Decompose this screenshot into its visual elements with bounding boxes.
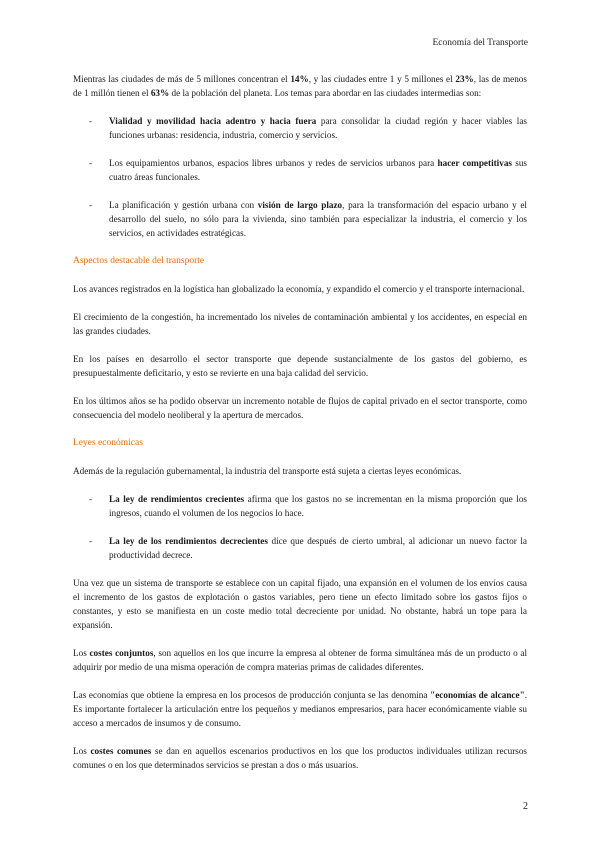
paragraph: Además de la regulación gubernamental, la industria del transporte está sujeta a ciertas leyes económicas. <box>73 466 462 476</box>
economic-laws-list <box>73 492 527 562</box>
joint-costs-paragraph: Los costes conjuntos, son aquellos en los que incurre la empresa al obtener de forma simultánea más de un producto o al adquirir por medio de una misma operación de compra materias primas de calidades diferentes. <box>73 648 528 672</box>
page-number: 2 <box>523 801 528 812</box>
intro-paragraph: Mientras las ciudades de más de 5 millones concentran el 14%, y las ciudades entre 1 y 5 millones el 23%, las de menos de 1 millón tienen el 63% de la población del planeta. Los temas para abordar en las ciudades intermedias son: <box>73 74 527 98</box>
list-item: - La planificación y gestión urbana con visión de largo plazo, para la transformación del espacio urbano y el desarrollo del suelo, no sólo para la vivienda, sino también para especializar la industria, el comercio y los servicios, en actividades estratégicas. <box>89 200 527 238</box>
paragraph: Una vez que un sistema de transporte se establece con un capital fijado, una expansión en el volumen de los envíos causa el incremento de los gastos de explotación o gastos variables, pero tiene un efecto limitado sobre los gastos fijos o constantes, y esto se manifiesta en un coste medio total decreciente por unidad. No obstante, habrá un tope para la expansión. <box>73 578 527 630</box>
running-header: Economía del Transporte <box>432 38 528 48</box>
page-body <box>73 72 527 786</box>
paragraph: En los países en desarrollo el sector transporte que depende sustancialmente de los gastos del gobierno, es presupuestalmente deficitario, y esto se revierte en una baja calidad del servicio. <box>73 354 527 378</box>
list-item: - Vialidad y movilidad hacia adentro y hacia fuera para consolidar la ciudad región y hacer viables las funciones urbanas: residencia, industria, comercio y servicios. <box>89 116 527 140</box>
paragraph: El crecimiento de la congestión, ha incrementado los niveles de contaminación ambiental y los accidentes, en especial en las grandes ciudades. <box>73 312 527 336</box>
paragraph: Los avances registrados en la logística han globalizado la economía, y expandido el comercio y el transporte internacional. <box>73 284 525 294</box>
list-item: - La ley de los rendimientos decrecientes dice que después de cierto umbral, al adicionar un nuevo factor la productividad decrece. <box>89 536 527 560</box>
economies-of-scope-paragraph: Las economías que obtiene la empresa en los procesos de producción conjunta se las denomina "economías de alcance". Es importante fortalecer la articulación entre los pequeños y medianos empresarios, para hacer económicamente viable su acceso a mercados de insumos y de consumo. <box>73 690 527 728</box>
common-costs-paragraph: Los costes comunes se dan en aquellos escenarios productivos en los que los productos individuales utilizan recursos comunes o en los que determinados servicios se prestan a dos o más usuarios. <box>73 746 527 770</box>
section-heading-economic-laws: Leyes económicas <box>73 438 143 448</box>
list-item: - La ley de rendimientos crecientes afirma que los gastos no se incrementan en la misma proporción que los ingresos, cuando el volumen de los negocios lo hace. <box>89 494 527 518</box>
list-item: - Los equipamientos urbanos, espacios libres urbanos y redes de servicios urbanos para hacer competitivas sus cuatro áreas funcionales. <box>89 158 527 182</box>
urban-topics-list <box>73 114 527 240</box>
section-heading-transport-aspects: Aspectos destacable del transporte <box>73 256 205 266</box>
paragraph: En los últimos años se ha podido observar un incremento notable de flujos de capital privado en el sector transporte, como consecuencia del modelo neoliberal y la apertura de mercados. <box>73 396 527 420</box>
